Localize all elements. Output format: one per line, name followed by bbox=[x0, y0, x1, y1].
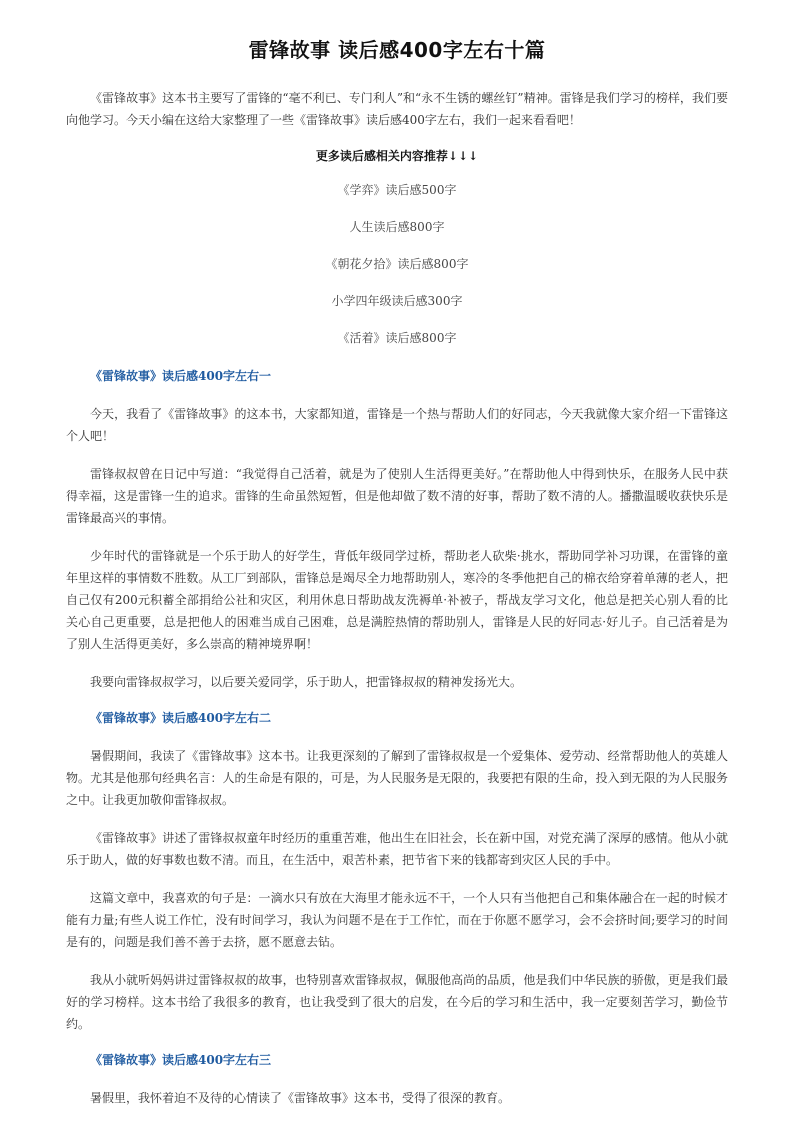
recommendation-link[interactable]: 小学四年级读后感300字 bbox=[331, 294, 463, 308]
section-heading-1: 《雷锋故事》读后感400字左右一 bbox=[90, 369, 272, 383]
section-1-paragraph: 我要向雷锋叔叔学习，以后要关爱同学，乐于助人，把雷锋叔叔的精神发扬光大。 bbox=[90, 675, 523, 689]
recommendation-link[interactable]: 《朝花夕拾》读后感800字 bbox=[325, 257, 469, 271]
section-1-paragraph: 雷锋叔叔曾在日记中写道：“我觉得自己活着，就是为了使别人生活得更美好。”在帮助他人中得到快乐，在服务人民中获得幸福，这是雷锋一生的追求。雷锋的生命虽然短暂，但是他却做了数不清的好事，帮助了数不清的人。播撒温暖收获快乐是雷锋最高兴的事情。 bbox=[66, 467, 728, 525]
section-3-paragraph: 暑假里，我怀着迫不及待的心情读了《雷锋故事》这本书，受得了很深的教育。 bbox=[90, 1091, 511, 1105]
section-2-paragraph: 这篇文章中，我喜欢的句子是：一滴水只有放在大海里才能永远不干，一个人只有当他把自己和集体融合在一起的时候才能有力量;有些人说工作忙，没有时间学习，我认为问题不是在于工作忙，而在于你愿不愿学习，会不会挤时间;要学习的时间是有的，问题是我们善不善于去挤，愿不愿意去钻。 bbox=[66, 891, 728, 949]
intro-paragraph: 《雷锋故事》这本书主要写了雷锋的“毫不利已、专门利人”和“永不生锈的螺丝钉”精神。雷锋是我们学习的榜样，我们要向他学习。今天小编在这给大家整理了一些《雷锋故事》读后感400字左右，我们一起来看看吧！ bbox=[66, 91, 728, 127]
section-1-paragraph: 少年时代的雷锋就是一个乐于助人的好学生，背低年级同学过桥，帮助老人砍柴·挑水，帮助同学补习功课，在雷锋的童年里这样的事情数不胜数。从工厂到部队，雷锋总是竭尽全力地帮助别人，寒冷的冬季他把自己的棉衣给穿着单薄的老人，把自己仅有200元积蓄全部捐给公社和灾区，利用休息日帮助战友洗褥单·补被子，帮战友学习文化，他总是把关心别人看的比关心自己更重要，总是把他人的困难当成自己困难，总是满腔热情的帮助别人，雷锋是人民的好同志·好儿子。自己活着是为了别人生活得更美好，多么崇高的精神境界啊！ bbox=[66, 549, 728, 651]
recommendation-item bbox=[66, 182, 728, 198]
section-2-paragraph: 暑假期间，我读了《雷锋故事》这本书。让我更深刻的了解到了雷锋叔叔是一个爱集体、爱劳动、经常帮助他人的英雄人物。尤其是他那句经典名言：人的生命是有限的，可是，为人民服务是无限的，我要把有限的生命，投入到无限的为人民服务之中。让我更加敬仰雷锋叔叔。 bbox=[66, 749, 728, 807]
section-2-paragraph: 我从小就听妈妈讲过雷锋叔叔的故事，也特别喜欢雷锋叔叔，佩服他高尚的品质，他是我们中华民族的骄傲，更是我们最好的学习榜样。这本书给了我很多的教育，也让我受到了很大的启发，在今后的学习和生活中，我一定要刻苦学习，勤俭节约。 bbox=[66, 973, 728, 1031]
section-heading-2: 《雷锋故事》读后感400字左右二 bbox=[90, 711, 272, 725]
section-1-paragraph: 今天，我看了《雷锋故事》的这本书，大家都知道，雷锋是一个热与帮助人们的好同志，今天我就像大家介绍一下雷锋这个人吧！ bbox=[66, 407, 728, 443]
section-2-paragraph: 《雷锋故事》讲述了雷锋叔叔童年时经历的重重苦难，他出生在旧社会，长在新中国，对党充满了深厚的感情。他从小就乐于助人，做的好事数也数不清。而且，在生活中，艰苦朴素，把节省下来的钱都寄到灾区人民的手中。 bbox=[66, 831, 728, 867]
recommendation-item bbox=[66, 330, 728, 346]
recommendation-link[interactable]: 《学弈》读后感500字 bbox=[337, 183, 457, 197]
section-heading-3: 《雷锋故事》读后感400字左右三 bbox=[90, 1053, 272, 1067]
recommendation-item bbox=[66, 293, 728, 309]
more-recommendations-heading: 更多读后感相关内容推荐↓↓↓ bbox=[315, 149, 479, 163]
recommendation-item bbox=[66, 256, 728, 272]
recommendation-item bbox=[66, 219, 728, 235]
page-title: 雷锋故事 读后感400字左右十篇 bbox=[248, 38, 546, 62]
recommendation-link[interactable]: 《活着》读后感800字 bbox=[337, 331, 457, 345]
recommendation-list bbox=[66, 182, 728, 346]
recommendation-link[interactable]: 人生读后感800字 bbox=[349, 220, 445, 234]
